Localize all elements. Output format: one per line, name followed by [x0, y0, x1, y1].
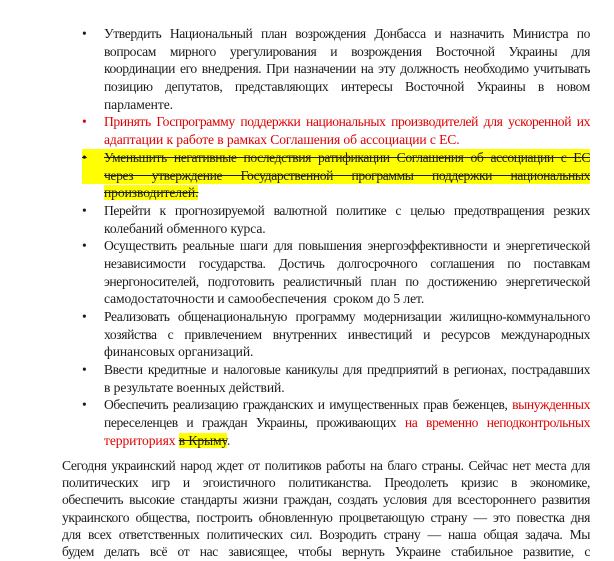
- mixed-text-line: переселенцев и граждан Украины, проживающих на временно неподконтрольных: [104, 415, 590, 431]
- text-line: самодостаточности и самообеспечения сроком до 5 лет.: [104, 291, 425, 307]
- bullet-icon: •: [82, 149, 87, 165]
- text-line: координации его внедрения. При назначении на эту должность необходимо учитывать: [104, 61, 590, 77]
- text-line: украинского общества, построить обновленную процветающую страну — это повестка дня: [62, 509, 590, 525]
- bullet-item-gosprogramma-insertion: [82, 113, 590, 148]
- bullet-list: [62, 25, 590, 450]
- bullet-item-deleted-highlighted: [82, 149, 590, 202]
- bullet-icon: •: [82, 238, 87, 254]
- text-line: Перейти к прогнозируемой валютной политике с целью предотвращения резких: [104, 202, 590, 218]
- text-line: независимости государства. Достичь долгосрочного соглашения по поставкам: [104, 255, 590, 271]
- mixed-text-line: территориях в Крыму.: [104, 432, 231, 448]
- bullet-item-housing-program: [82, 308, 590, 361]
- deleted-text-line: через утверждение Государственной программы поддержки национальных: [82, 167, 590, 185]
- bullet-icon: •: [82, 362, 87, 378]
- bullet-icon: •: [82, 202, 87, 218]
- bullet-icon: •: [82, 309, 87, 324]
- text-line: адаптации к работе в рамках Соглашения об ассоциации с ЕС.: [104, 132, 460, 148]
- bullet-item-tax-holidays: [82, 361, 590, 396]
- deleted-text-crimea: в Крыму: [178, 432, 227, 448]
- text-line: финансовых организаций.: [104, 344, 254, 360]
- deleted-text-line: Уменьшить негативные последствия ратификации Соглашения об ассоциации с ЕС: [82, 149, 590, 167]
- bullet-item-energy: [82, 237, 590, 308]
- text-line: Утвердить Национальный план возрождения Донбасса и назначить Министра по: [104, 26, 590, 41]
- text-line-clipped: будем делать всё от нас зависящее, чтобы вернуть Украине стабильное развитие, с: [62, 544, 590, 560]
- text-line: политических игр и эгоистичного политиканства. Преодолеть кризис в экономике,: [62, 474, 590, 490]
- bullet-item-currency-policy: [82, 202, 590, 237]
- text-line: Осуществить реальные шаги для повышения энергоэффективности и энергетической: [104, 238, 590, 254]
- text-line: парламенте.: [104, 96, 173, 112]
- bullet-icon: •: [82, 397, 87, 413]
- text-line: Реализовать общенациональную программу модернизации жилищно-коммунального: [104, 309, 590, 324]
- text-line: в результате военных действий.: [104, 379, 285, 395]
- mixed-text-line: Обеспечить реализацию гражданских и имущественных прав беженцев, вынужденных: [104, 397, 590, 413]
- bullet-icon: •: [82, 114, 87, 130]
- text-line: для всех ответственных политических сил. Возродить страну — наша общая задача. Мы: [62, 527, 590, 543]
- text-line: Принять Госпрограмму поддержки национальных производителей для ускоренной их: [104, 114, 590, 130]
- deleted-text-line: производителей.: [104, 185, 199, 201]
- closing-paragraph: [62, 457, 590, 561]
- text-line: обеспечить высокие стандарты жизни граждан, создать условия для всестороннего развития: [62, 492, 590, 508]
- text-line: вопросам мирного урегулирования и возрождения Восточной Украины для: [104, 43, 590, 59]
- text-line: позицию депутатов, представляющих интересы Восточной Украины в новом: [104, 79, 590, 95]
- bullet-item-refugees-rights: [82, 396, 590, 449]
- bullet-icon: •: [82, 26, 87, 41]
- bullet-item-national-plan: [82, 25, 590, 113]
- text-line: Ввести кредитные и налоговые каникулы для предприятий в регионах, пострадавших: [104, 362, 590, 378]
- text-line: хозяйства с привлечением внутренних инвестиций и ресурсов международных: [104, 326, 590, 342]
- text-line: колебаний обменного курса.: [104, 220, 266, 236]
- text-line: энергоносителей, подготовить реалистичный план по достижению энергетической: [104, 273, 590, 289]
- text-line: Сегодня украинский народ ждет от политиков работы на благо страны. Сейчас нет места для: [62, 457, 590, 473]
